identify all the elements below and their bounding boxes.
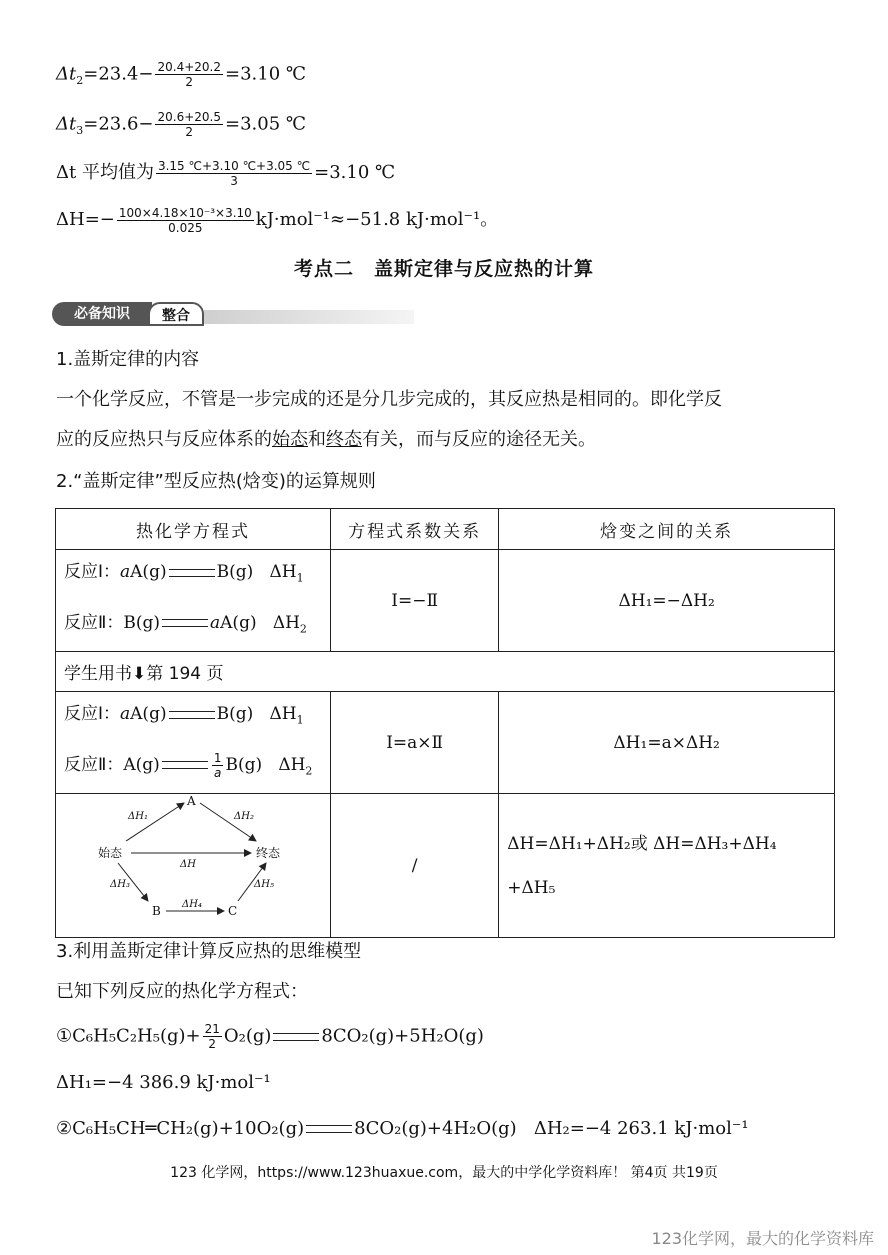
- calc-dh-result: kJ·mol⁻¹≈−51.8 kJ·mol⁻¹。: [255, 209, 499, 230]
- diagram-node-b: B: [152, 903, 161, 918]
- watermark: 123化学网，最大的化学资料库: [651, 1229, 874, 1248]
- calc-dh-lhs: ΔH=−: [56, 209, 115, 230]
- equation-1: [56, 1022, 484, 1051]
- s2-heading: 2.“盖斯定律”型反应热(焓变)的运算规则: [56, 471, 376, 492]
- fraction-numerator: 20.4+20.2: [157, 60, 221, 74]
- arrow-a-end: [200, 803, 256, 841]
- textbook-page-note: 学生用书⬇第 194 页: [56, 652, 835, 692]
- double-arrow-line: [306, 1125, 352, 1133]
- equation-products: 8CO₂(g)+5H₂O(g): [321, 1025, 484, 1047]
- enthalpy-sub: 2: [299, 621, 307, 635]
- table-row: [56, 794, 835, 938]
- fraction: [203, 1022, 222, 1051]
- table-header: 热化学方程式: [56, 509, 331, 550]
- reaction-cell: [56, 550, 331, 652]
- enthalpy-symbol: ΔH: [272, 612, 300, 633]
- calc-dt3-result: =3.05 ℃: [224, 113, 307, 135]
- calc-dt2: [56, 60, 306, 89]
- s3-intro: 已知下列反应的热化学方程式：: [56, 981, 308, 1002]
- underlined-start-state: 始态: [272, 429, 308, 450]
- s3-heading: 3.利用盖斯定律计算反应热的思维模型: [56, 941, 362, 962]
- coef: a: [120, 704, 131, 725]
- product: A(g): [220, 612, 257, 633]
- diagram-dh3-label: ΔH₃: [110, 878, 130, 890]
- table-row: [56, 550, 835, 652]
- fraction-numerator: 1: [213, 750, 222, 765]
- fraction: [117, 206, 254, 235]
- calc-dt3: [56, 110, 306, 139]
- fraction-numerator: 3.15 ℃+3.10 ℃+3.05 ℃: [157, 158, 311, 173]
- fraction-numerator: 20.6+20.5: [157, 110, 221, 124]
- enthalpy-symbol: ΔH: [278, 754, 306, 775]
- equation-2-enthalpy: ΔH₂=−4 263.1 kJ·mol⁻¹: [533, 1118, 749, 1139]
- banner-left-label: 必备知识: [52, 302, 152, 326]
- enthalpy-line2: +ΔH₅: [507, 877, 556, 898]
- double-arrow-line: [273, 1033, 319, 1041]
- fraction-denominator: 0.025: [168, 220, 203, 235]
- diagram-dh2-label: ΔH₂: [234, 810, 254, 822]
- enthalpy-symbol: ΔH: [269, 704, 297, 725]
- hess-law-table: [55, 508, 835, 938]
- calc-dt2-sub: 2: [76, 74, 84, 88]
- diagram-node-a: A: [187, 794, 196, 808]
- fraction: [155, 110, 223, 139]
- equation-1-enthalpy: ΔH₁=−4 386.9 kJ·mol⁻¹: [56, 1072, 271, 1093]
- s1-paragraph-line2: [56, 420, 836, 460]
- reactant: A(g): [130, 562, 167, 583]
- fraction: [212, 751, 224, 780]
- equation-reactants: C₆H₅C₂H₅(g)+: [72, 1025, 201, 1047]
- enthalpy-symbol: ΔH: [269, 562, 297, 583]
- table-header-row: [56, 509, 835, 550]
- equation-marker: ②: [56, 1118, 73, 1139]
- double-arrow-line: [169, 569, 215, 577]
- double-arrow-line: [169, 711, 215, 719]
- fraction-denominator: 2: [185, 75, 194, 89]
- fraction-numerator: 21: [204, 1022, 220, 1036]
- coef: a: [120, 562, 131, 583]
- fraction-denominator: 3: [230, 173, 238, 188]
- table-header: 焓变之间的关系: [499, 509, 835, 550]
- calc-dt3-lhs: Δt: [56, 113, 77, 135]
- section-title: 考点二 盖斯定律与反应热的计算: [293, 258, 594, 280]
- enthalpy-cell: ΔH₁=−ΔH₂: [499, 550, 835, 652]
- calc-avg-result: =3.10 ℃: [314, 162, 396, 183]
- calc-avg-lhs: Δt 平均值为: [56, 162, 154, 183]
- fraction-denominator: a: [213, 765, 222, 780]
- reaction-label: 反应Ⅱ：: [64, 612, 124, 633]
- product: B(g): [225, 754, 263, 775]
- arrow-start-a: [126, 803, 184, 841]
- diagram-node-c: C: [228, 903, 238, 918]
- reactant: B(g): [123, 612, 161, 633]
- reaction-label: 反应Ⅱ：: [64, 754, 124, 775]
- calc-dt2-result: =3.10 ℃: [224, 63, 307, 85]
- reaction-cell: [56, 692, 331, 794]
- s1-text-c: 有关，而与反应的途径无关。: [362, 429, 596, 450]
- equation-2: [56, 1118, 749, 1139]
- s1-text-a: 应的反应热只与反应体系的: [56, 429, 272, 450]
- reactant: A(g): [130, 704, 167, 725]
- coef: a: [210, 612, 221, 633]
- hess-cycle-diagram: [56, 795, 330, 937]
- banner-right-label: 整合: [148, 302, 204, 326]
- fraction-numerator: 100×4.18×10⁻³×3.10: [118, 205, 252, 220]
- relation-cell: Ⅰ=−Ⅱ: [331, 550, 499, 652]
- banner-gradient-bar: [204, 310, 414, 324]
- equation-marker: ①: [56, 1025, 73, 1047]
- calc-dt3-eq: =23.6−: [83, 113, 154, 135]
- enthalpy-sub: 2: [305, 763, 313, 777]
- diagram-dh4-label: ΔH₄: [182, 898, 202, 910]
- calc-enthalpy: [56, 205, 498, 235]
- s1-text-b: 和: [308, 429, 326, 450]
- fraction: [155, 60, 223, 89]
- reaction-label: 反应Ⅰ：: [64, 562, 121, 583]
- table-note-row: [56, 652, 835, 692]
- diagram-dh5-label: ΔH₅: [254, 878, 274, 890]
- product: B(g): [216, 562, 254, 583]
- diagram-dh-label: ΔH: [180, 858, 196, 870]
- equation-products: 8CO₂(g)+4H₂O(g): [354, 1118, 517, 1139]
- table-row: [56, 692, 835, 794]
- fraction-denominator: 2: [185, 125, 194, 139]
- enthalpy-cell: ΔH₁=a×ΔH₂: [499, 692, 835, 794]
- double-arrow-line: [162, 761, 208, 769]
- equation-reactants: C₆H₅CH═CH₂(g)+10O₂(g): [72, 1118, 305, 1139]
- calc-dt2-eq: =23.4−: [83, 63, 154, 85]
- calc-dt2-lhs: Δt: [56, 63, 77, 85]
- diagram-start-label: 始态: [98, 845, 123, 860]
- product: B(g): [216, 704, 254, 725]
- enthalpy-sub: 1: [296, 571, 304, 585]
- table-header: 方程式系数关系: [331, 509, 499, 550]
- page-footer: 123 化学网，https://www.123huaxue.com，最大的中学化学资料库！ 第4页 共19页: [170, 1165, 718, 1181]
- equation-oxygen: O₂(g): [223, 1025, 272, 1047]
- double-arrow-line: [162, 619, 208, 627]
- s1-paragraph: [56, 380, 836, 460]
- enthalpy-cell: [499, 794, 835, 938]
- s1-paragraph-line1: 一个化学反应，不管是一步完成的还是分几步完成的，其反应热是相同的。即化学反: [56, 389, 722, 410]
- relation-cell: /: [331, 794, 499, 938]
- calc-dt3-sub: 3: [76, 124, 84, 138]
- fraction-denominator: 2: [208, 1037, 217, 1051]
- reaction-label: 反应Ⅰ：: [64, 704, 121, 725]
- diagram-cell: [56, 794, 331, 938]
- diagram-dh1-label: ΔH₁: [128, 810, 148, 822]
- reactant: A(g): [123, 754, 160, 775]
- relation-cell: Ⅰ=a×Ⅱ: [331, 692, 499, 794]
- s1-heading: 1.盖斯定律的内容: [56, 349, 200, 370]
- diagram-end-label: 终态: [256, 845, 281, 860]
- enthalpy-sub: 1: [296, 713, 304, 727]
- fraction: [156, 159, 312, 188]
- enthalpy-line1: ΔH=ΔH₁+ΔH₂或 ΔH=ΔH₃+ΔH₄: [507, 833, 777, 854]
- underlined-end-state: 终态: [326, 429, 362, 450]
- calc-average: [56, 158, 395, 188]
